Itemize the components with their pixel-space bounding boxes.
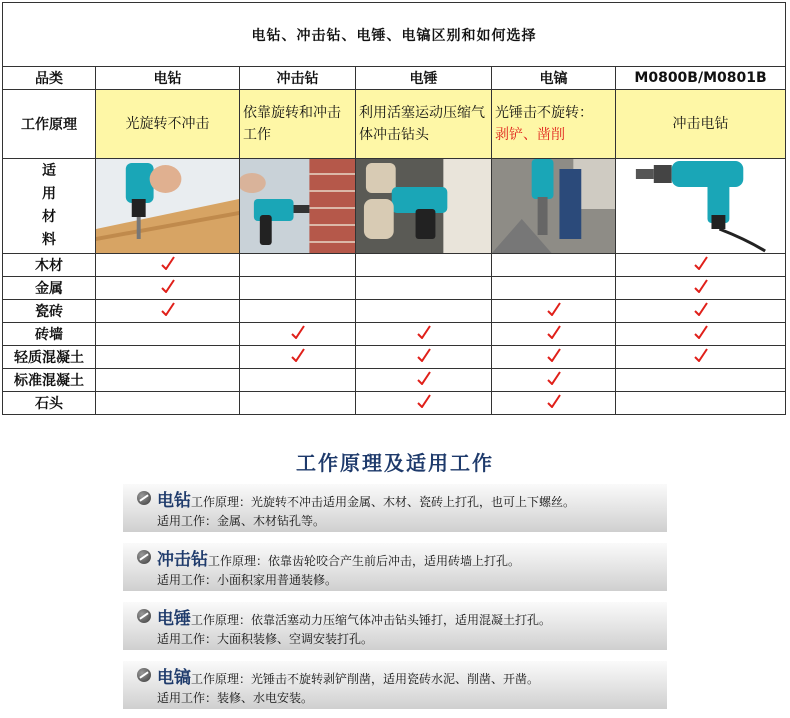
- detail-principle: [157, 486, 575, 511]
- bullet-icon: [137, 550, 151, 564]
- detail-principle: [157, 545, 520, 570]
- bullet-icon: [137, 491, 151, 505]
- check-cell: [96, 300, 240, 323]
- check-icon: [693, 304, 709, 320]
- check-icon: [693, 327, 709, 343]
- principle-cell: 光锤击不旋转： 剥铲、凿削: [492, 90, 616, 159]
- check-icon: [546, 373, 562, 389]
- check-icon: [546, 396, 562, 412]
- check-cell: [492, 277, 616, 300]
- principle-cell: 冲击电钻: [616, 90, 786, 159]
- check-cell: [616, 369, 786, 392]
- check-icon: [290, 327, 306, 343]
- material-row: [3, 277, 786, 300]
- principle-label: 工作原理: [3, 90, 96, 159]
- check-cell: [96, 254, 240, 277]
- detail-principle: [157, 663, 539, 688]
- check-cell: [616, 323, 786, 346]
- check-cell: [356, 323, 492, 346]
- detail-tool-name: 冲击钻: [157, 550, 208, 570]
- rotary-hammer-photo: [356, 159, 492, 254]
- check-icon: [693, 281, 709, 297]
- section-title: 工作原理及适用工作: [296, 451, 494, 475]
- bullet-icon: [137, 609, 151, 623]
- check-icon: [546, 327, 562, 343]
- check-icon: [546, 350, 562, 366]
- detail-principle-text: 工作原理：依靠活塞动力压缩气体冲击钻头锤打，适用混凝土打孔。: [191, 613, 552, 627]
- check-icon: [160, 281, 176, 297]
- material-rows: [3, 254, 786, 415]
- check-cell: [356, 346, 492, 369]
- detail-usage: 适用工作：金属、木材钻孔等。: [157, 514, 326, 528]
- check-cell: [492, 254, 616, 277]
- material-row: [3, 323, 786, 346]
- detail-item: [123, 661, 667, 709]
- check-cell: [240, 392, 356, 415]
- material-name: 瓷砖: [3, 300, 96, 323]
- bullet-icon: [137, 668, 151, 682]
- detail-usage: 适用工作：装修、水电安装。: [157, 691, 314, 705]
- col-header: 电镐: [492, 67, 616, 90]
- detail-tool-name: 电钻: [157, 491, 191, 511]
- material-name: 木材: [3, 254, 96, 277]
- detail-tool-name: 电锤: [157, 609, 191, 629]
- check-cell: [96, 369, 240, 392]
- check-icon: [416, 373, 432, 389]
- check-cell: [356, 254, 492, 277]
- check-cell: [240, 277, 356, 300]
- material-name: 轻质混凝土: [3, 346, 96, 369]
- check-cell: [240, 369, 356, 392]
- check-cell: [96, 277, 240, 300]
- photo-row: [3, 159, 786, 254]
- header-row: [3, 67, 786, 90]
- principle-cell: 依靠旋转和冲击工作: [240, 90, 356, 159]
- detail-usage: 适用工作：大面积装修、空调安装打孔。: [157, 632, 374, 646]
- check-cell: [616, 392, 786, 415]
- detail-tool-name: 电镐: [157, 668, 191, 688]
- detail-item: [123, 543, 667, 591]
- impact-drill-photo: [240, 159, 356, 254]
- check-cell: [492, 369, 616, 392]
- principle-row: [3, 90, 786, 159]
- check-cell: [492, 300, 616, 323]
- material-row: [3, 369, 786, 392]
- material-row: [3, 300, 786, 323]
- check-icon: [693, 258, 709, 274]
- drill-photo: [96, 159, 240, 254]
- check-cell: [616, 300, 786, 323]
- check-icon: [416, 350, 432, 366]
- check-cell: [96, 392, 240, 415]
- material-row: [3, 254, 786, 277]
- check-icon: [160, 258, 176, 274]
- principle-cell: 利用活塞运动压缩气体冲击钻头: [356, 90, 492, 159]
- detail-principle: [157, 604, 551, 629]
- check-cell: [356, 392, 492, 415]
- comparison-table: [2, 2, 786, 415]
- detail-principle-text: 工作原理：光旋转不冲击适用金属、木材、瓷砖上打孔，也可上下螺丝。: [191, 495, 576, 509]
- col-header: 电钻: [96, 67, 240, 90]
- check-icon: [290, 350, 306, 366]
- detail-usage: 适用工作：小面积家用普通装修。: [157, 573, 338, 587]
- material-name: 标准混凝土: [3, 369, 96, 392]
- check-cell: [356, 277, 492, 300]
- category-header: 品类: [3, 67, 96, 90]
- demolition-hammer-photo: [492, 159, 616, 254]
- detail-item: [123, 484, 667, 532]
- makita-drill-photo: [616, 159, 786, 254]
- check-cell: [240, 323, 356, 346]
- check-cell: [240, 346, 356, 369]
- principle-cell: 光旋转不冲击: [96, 90, 240, 159]
- check-cell: [96, 346, 240, 369]
- check-cell: [616, 277, 786, 300]
- check-cell: [616, 254, 786, 277]
- check-cell: [492, 323, 616, 346]
- material-row: [3, 392, 786, 415]
- check-cell: [616, 346, 786, 369]
- material-name: 金属: [3, 277, 96, 300]
- material-label: 适 用 材 料: [3, 159, 96, 254]
- check-cell: [492, 346, 616, 369]
- check-cell: [96, 323, 240, 346]
- check-cell: [240, 254, 356, 277]
- check-icon: [160, 304, 176, 320]
- col-header: M0800B/M0801B: [616, 67, 786, 90]
- material-row: [3, 346, 786, 369]
- material-name: 砖墙: [3, 323, 96, 346]
- check-cell: [240, 300, 356, 323]
- col-header: 电锤: [356, 67, 492, 90]
- check-icon: [693, 350, 709, 366]
- check-cell: [492, 392, 616, 415]
- detail-principle-text: 工作原理：光锤击不旋转剥铲削凿，适用瓷砖水泥、削凿、开凿。: [191, 672, 540, 686]
- check-icon: [546, 304, 562, 320]
- check-icon: [416, 327, 432, 343]
- material-name: 石头: [3, 392, 96, 415]
- check-cell: [356, 369, 492, 392]
- detail-principle-text: 工作原理：依靠齿轮咬合产生前后冲击，适用砖墙上打孔。: [208, 554, 521, 568]
- detail-item: [123, 602, 667, 650]
- table-title: 电钻、冲击钻、电锤、电镐区别和如何选择: [3, 3, 786, 67]
- check-icon: [416, 396, 432, 412]
- col-header: 冲击钻: [240, 67, 356, 90]
- check-cell: [356, 300, 492, 323]
